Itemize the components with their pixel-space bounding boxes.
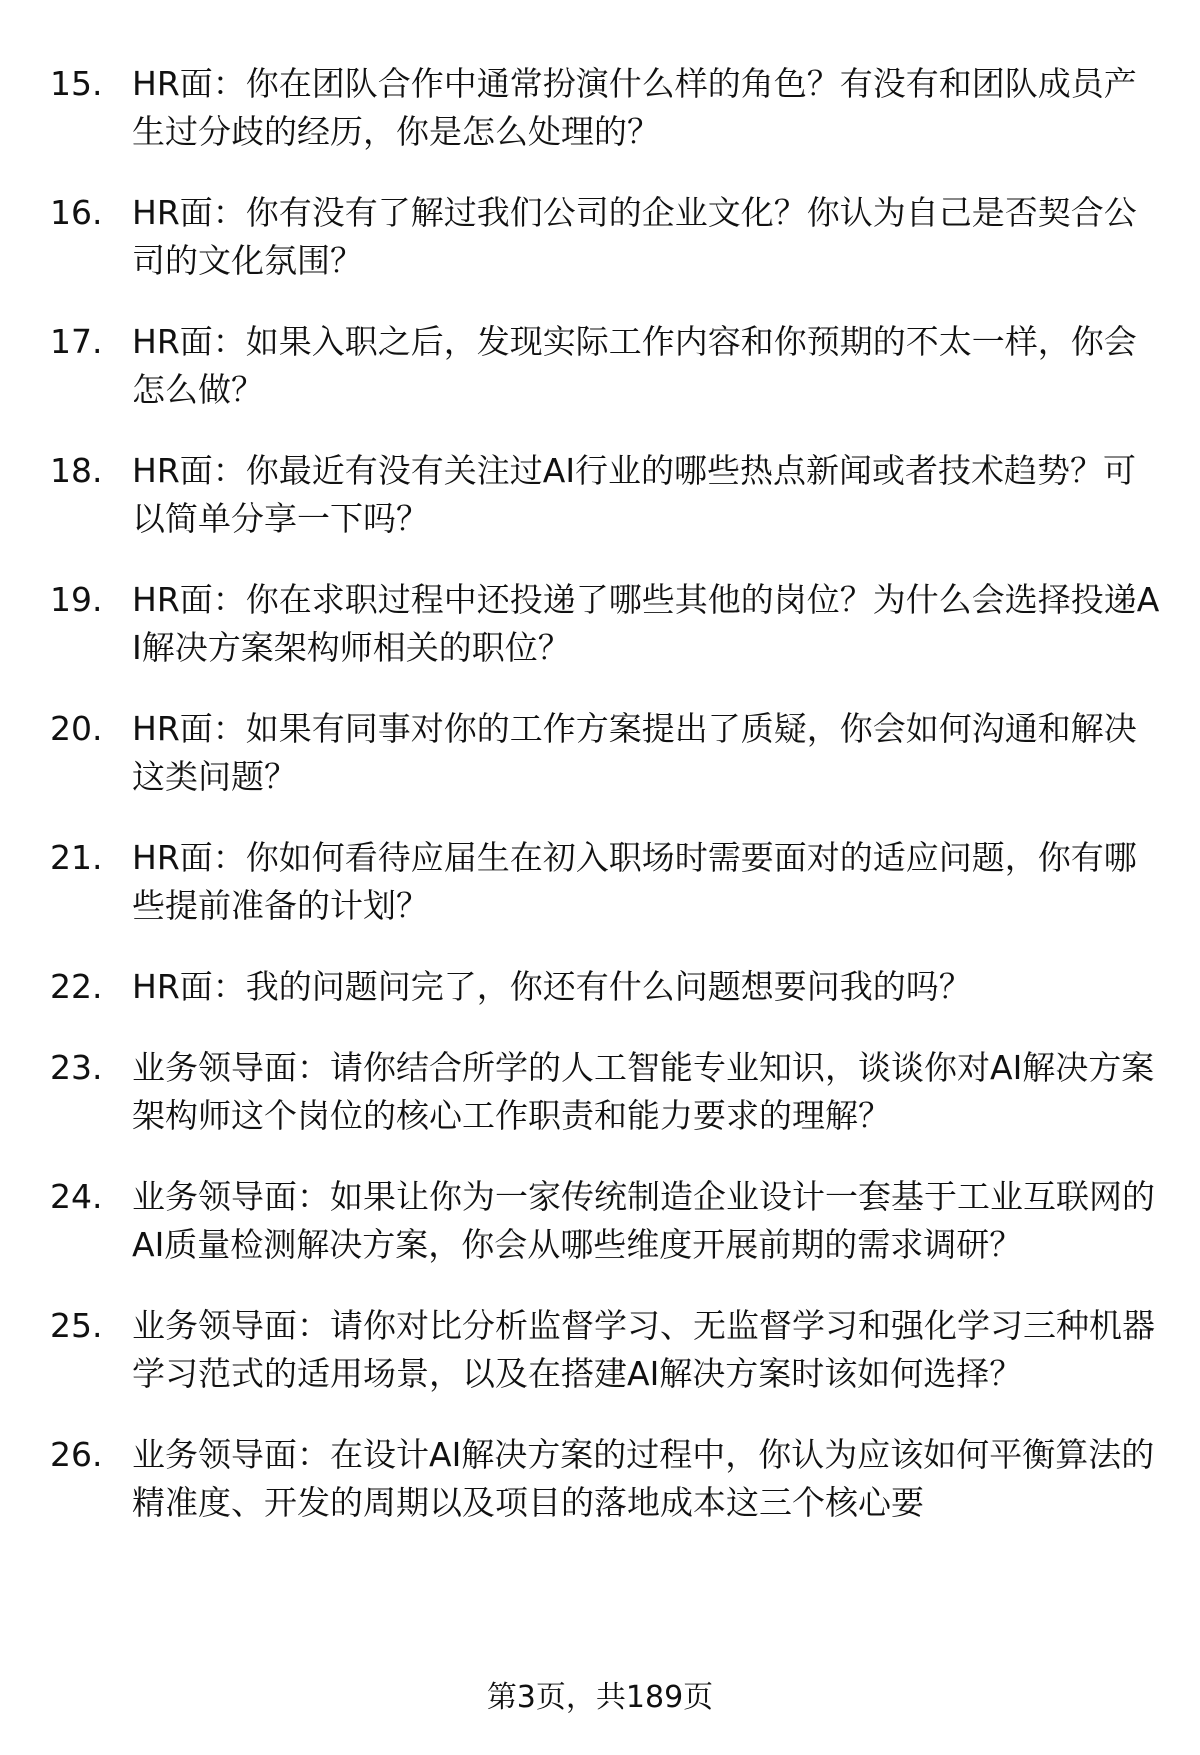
page-footer: 第3页，共189页: [486, 1680, 714, 1715]
question-number: 21.: [50, 838, 103, 877]
question-number: 16.: [50, 193, 103, 232]
question-number: 24.: [50, 1177, 103, 1216]
question-number: 20.: [50, 709, 103, 748]
list-item: [50, 447, 1160, 543]
question-text: 业务领导面：请你结合所学的人工智能专业知识，谈谈你对AI解决方案架构师这个岗位的核心工作职责和能力要求的理解？: [132, 1048, 1155, 1135]
question-number: 22.: [50, 967, 103, 1006]
question-text: 业务领导面：如果让你为一家传统制造企业设计一套基于工业互联网的AI质量检测解决方案，你会从哪些维度开展前期的需求调研？: [132, 1177, 1155, 1264]
question-text: HR面：我的问题问完了，你还有什么问题想要问我的吗？: [132, 967, 972, 1006]
list-item: [50, 1302, 1160, 1398]
question-number: 19.: [50, 580, 103, 619]
question-number: 26.: [50, 1435, 103, 1474]
question-number: 23.: [50, 1048, 103, 1087]
question-text: 业务领导面：请你对比分析监督学习、无监督学习和强化学习三种机器学习范式的适用场景，以及在搭建AI解决方案时该如何选择？: [132, 1306, 1155, 1393]
list-item: [50, 963, 1160, 1011]
list-item: [50, 834, 1160, 930]
question-text: HR面：你有没有了解过我们公司的企业文化？你认为自己是否契合公司的文化氛围？: [132, 193, 1137, 280]
list-item: [50, 60, 1160, 156]
list-item: [50, 576, 1160, 672]
list-item: [50, 1044, 1160, 1140]
question-text: HR面：你在求职过程中还投递了哪些其他的岗位？为什么会选择投递AI解决方案架构师相关的职位？: [132, 580, 1160, 667]
question-number: 18.: [50, 451, 103, 490]
question-number: 25.: [50, 1306, 103, 1345]
list-item: [50, 1173, 1160, 1269]
question-text: HR面：如果有同事对你的工作方案提出了质疑，你会如何沟通和解决这类问题？: [132, 709, 1137, 796]
question-text: HR面：你如何看待应届生在初入职场时需要面对的适应问题，你有哪些提前准备的计划？: [132, 838, 1137, 925]
question-text: HR面：你在团队合作中通常扮演什么样的角色？有没有和团队成员产生过分歧的经历，你是怎么处理的？: [132, 64, 1137, 151]
list-item: [50, 705, 1160, 801]
question-list: [50, 60, 1160, 1560]
question-text: 业务领导面：在设计AI解决方案的过程中，你认为应该如何平衡算法的精准度、开发的周期以及项目的落地成本这三个核心要: [132, 1435, 1155, 1522]
list-item: [50, 318, 1160, 414]
question-text: HR面：你最近有没有关注过AI行业的哪些热点新闻或者技术趋势？可以简单分享一下吗？: [132, 451, 1137, 538]
question-number: 17.: [50, 322, 103, 361]
question-text: HR面：如果入职之后，发现实际工作内容和你预期的不太一样，你会怎么做？: [132, 322, 1137, 409]
list-item: [50, 1431, 1160, 1527]
question-number: 15.: [50, 64, 103, 103]
list-item: [50, 189, 1160, 285]
